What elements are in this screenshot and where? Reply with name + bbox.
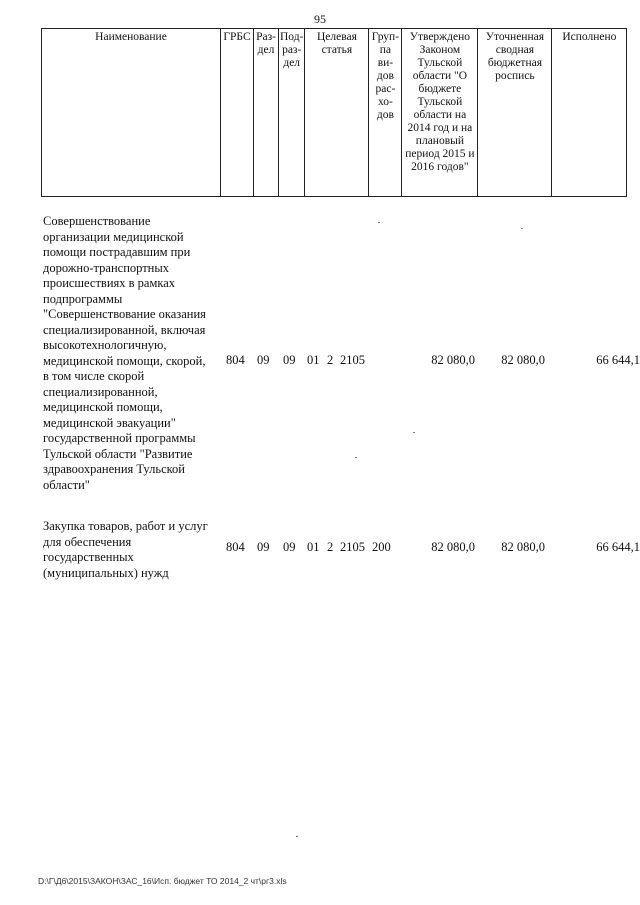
- header-grbs: ГРБС: [221, 29, 254, 197]
- header-razdel: Раз- дел: [254, 29, 279, 197]
- row-grbs: 804: [226, 353, 245, 367]
- file-path-footer: D:\Г\Д6\2015\ЗАКОН\ЗАС_16\Исп. бюджет ТО 2014_2 чт\рг3.xls: [38, 876, 287, 886]
- row-utochnennaya: 82 080,0: [501, 540, 545, 554]
- row-ispolneno: 66 644,1: [596, 540, 640, 554]
- header-utochnennaya: Уточненная сводная бюджетная роспись: [478, 29, 552, 197]
- header-ispolneno: Исполнено: [552, 29, 627, 197]
- row-cs1: 01: [307, 353, 320, 367]
- row-vr: 200: [372, 540, 391, 554]
- row-podrazdel: 09: [283, 540, 296, 554]
- row-ispolneno: 66 644,1: [596, 353, 640, 367]
- scan-speck: [413, 432, 415, 433]
- row-razdel: 09: [257, 540, 270, 554]
- budget-table-header: [41, 28, 627, 197]
- row-cs2: 2: [327, 353, 334, 367]
- page-number: 95: [314, 12, 326, 26]
- header-podrazdel: Под- раз- дел: [279, 29, 305, 197]
- scan-speck: [355, 457, 357, 458]
- scan-speck: [378, 222, 380, 223]
- header-utverzhdeno: Утверждено Законом Тульской области "О бюджете Тульской области на 2014 год и на плановый период 2015 и 2016 годов": [402, 29, 478, 197]
- row-name: Совершенствование организации медицинской помощи пострадавшим при дорожно-транспортных происшествиях в рамках подпрограммы "Совершенствование оказания специализированной, включая высокотехнологичную, медицинской помощи, скорой, в том числе скорой специализированной, медицинской помощи, медицинской эвакуации" государственной программы Тульской области "Развитие здравоохранения Тульской области": [43, 214, 206, 492]
- row-cs1: 01: [307, 540, 320, 554]
- row-utverzhdeno: 82 080,0: [431, 353, 475, 367]
- row-name: Закупка товаров, работ и услуг для обеспечения государственных (муниципальных) нужд: [43, 519, 208, 580]
- row-cs2: 2: [327, 540, 334, 554]
- row-cs3: 2105: [340, 353, 365, 367]
- row-podrazdel: 09: [283, 353, 296, 367]
- row-utochnennaya: 82 080,0: [501, 353, 545, 367]
- scan-speck: [296, 836, 298, 837]
- header-gruppa-vidov-rashodov: Груп- па ви- дов рас- хо- дов: [369, 29, 402, 197]
- row-grbs: 804: [226, 540, 245, 554]
- row-utverzhdeno: 82 080,0: [431, 540, 475, 554]
- row-cs3: 2105: [340, 540, 365, 554]
- row-razdel: 09: [257, 353, 270, 367]
- header-name: Наименование: [42, 29, 221, 197]
- scan-speck: [521, 228, 523, 229]
- header-tselevaya-statya: Целевая статья: [305, 29, 369, 197]
